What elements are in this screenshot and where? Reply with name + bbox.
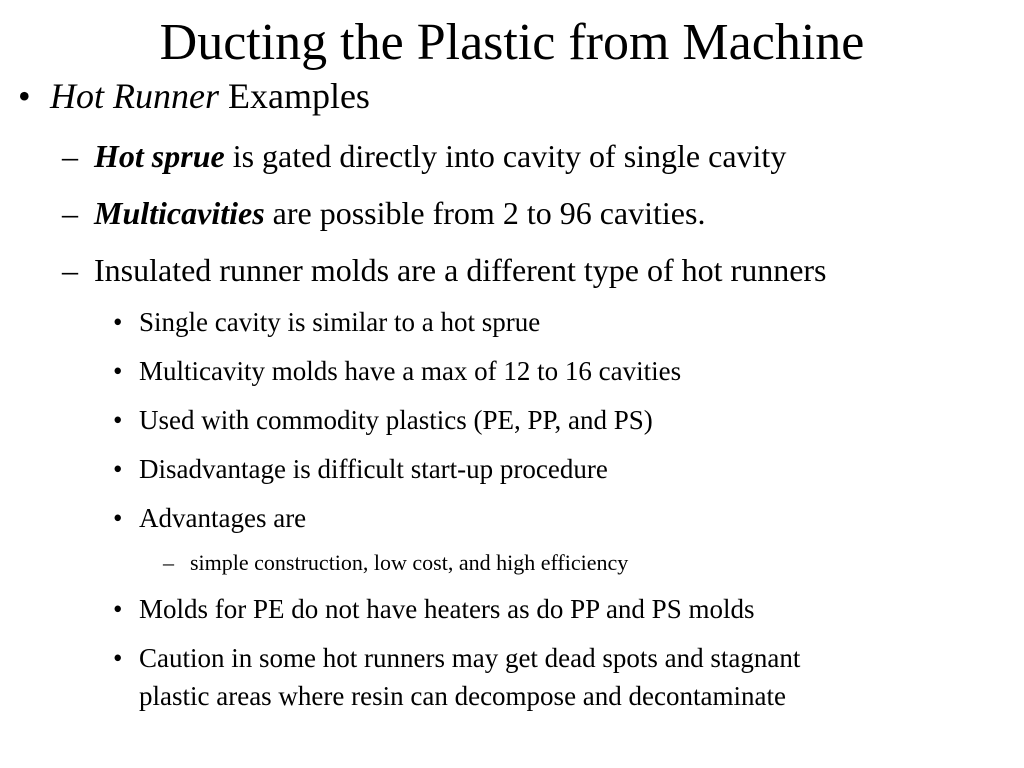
dash-marker: – [163, 550, 174, 575]
examples-text: Examples [218, 76, 370, 116]
bullet-marker: • [113, 503, 123, 533]
point-text: Used with commodity plastics (PE, PP, and PS) [139, 405, 653, 435]
point-caution-continuation [113, 679, 786, 713]
point-commodity-plastics [113, 403, 653, 437]
bullet-marker: • [113, 643, 123, 673]
point-text: plastic areas where resin can decompose and decontaminate [139, 681, 786, 711]
point-text: Caution in some hot runners may get dead spots and stagnant [139, 643, 801, 673]
hot-runner-italic: Hot Runner [50, 76, 219, 116]
point-caution [113, 641, 800, 675]
multicavities-text: are possible from 2 to 96 cavities. [264, 195, 706, 231]
insulated-runner-text: Insulated runner molds are a different type of hot runners [94, 252, 827, 288]
dash-marker: – [62, 195, 78, 231]
point-text: Disadvantage is difficult start-up procedure [139, 454, 608, 484]
bullet-marker: • [113, 405, 123, 435]
bullet-hot-runner-examples [18, 76, 370, 116]
bullet-marker: • [18, 76, 31, 116]
point-text: Single cavity is similar to a hot sprue [139, 307, 541, 337]
point-advantages [113, 501, 306, 535]
sub-item-insulated-runner [62, 251, 827, 289]
point-disadvantage [113, 452, 608, 486]
multicavities-term: Multicavities [94, 195, 265, 231]
hot-sprue-term: Hot sprue [94, 138, 225, 174]
sub-point-text: simple construction, low cost, and high efficiency [190, 550, 629, 575]
sub-item-multicavities [62, 194, 705, 232]
dash-marker: – [62, 138, 78, 174]
bullet-marker: • [113, 454, 123, 484]
point-text: Advantages are [139, 503, 307, 533]
bullet-marker: • [113, 356, 123, 386]
slide-title: Ducting the Plastic from Machine [159, 14, 865, 71]
point-multicavity-max [113, 354, 681, 388]
point-text: Multicavity molds have a max of 12 to 16 cavities [139, 356, 682, 386]
sub-point-advantages-list [163, 549, 628, 577]
dash-marker: – [62, 252, 78, 288]
point-pe-heaters [113, 592, 754, 626]
sub-item-hot-sprue [62, 137, 786, 175]
bullet-marker: • [113, 594, 123, 624]
point-text: Molds for PE do not have heaters as do PP and PS molds [139, 594, 755, 624]
bullet-marker: • [113, 307, 123, 337]
hot-sprue-text: is gated directly into cavity of single cavity [224, 138, 787, 174]
point-single-cavity [113, 305, 540, 339]
